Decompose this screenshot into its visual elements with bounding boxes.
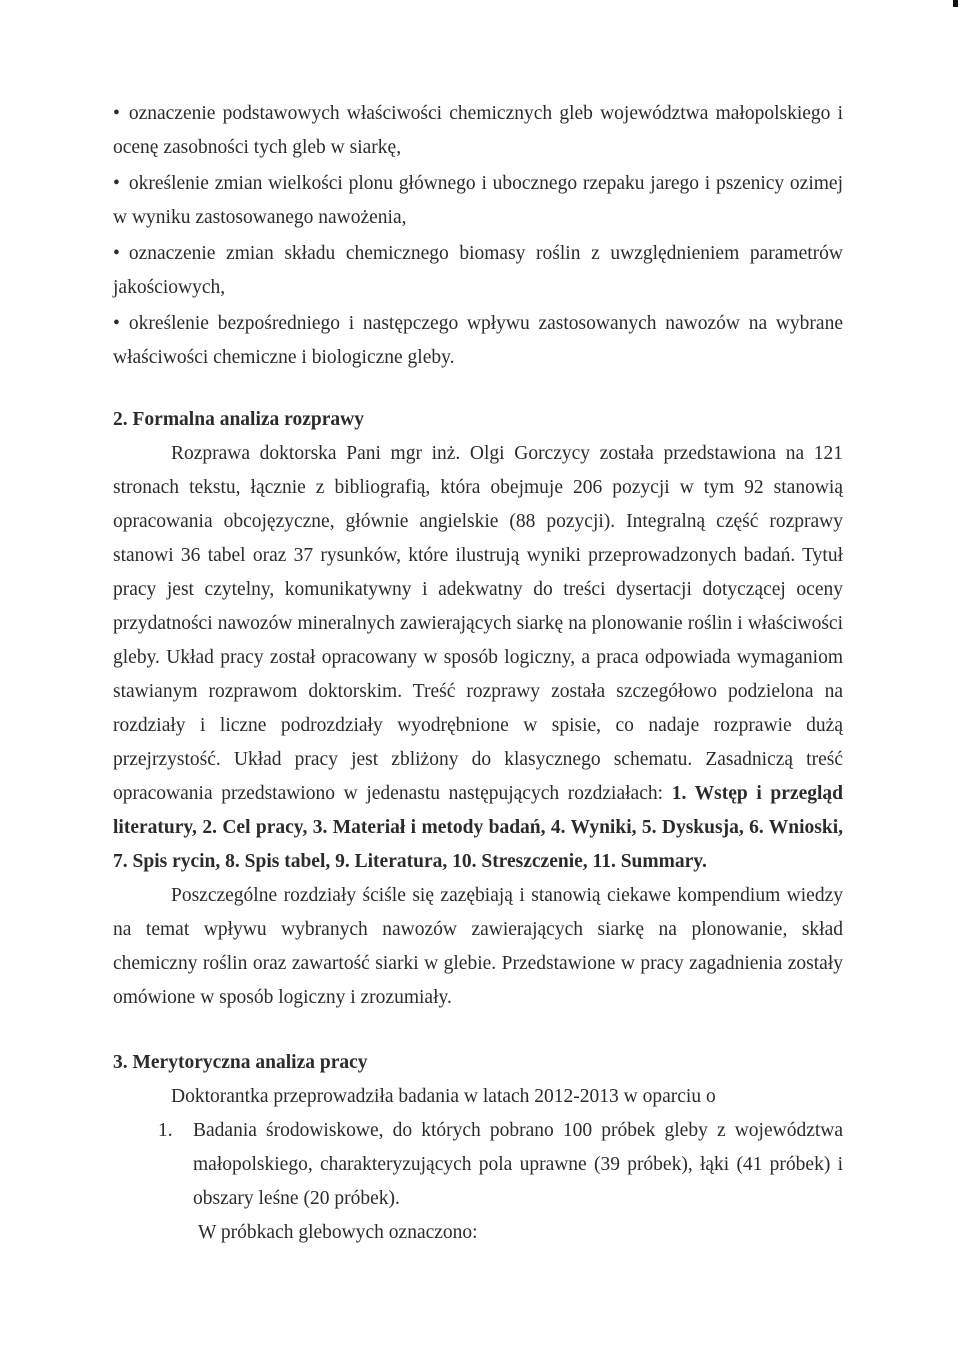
section-2-heading: 2. Formalna analiza rozprawy xyxy=(113,409,364,430)
bullet-item xyxy=(113,97,843,165)
chapter-list: 1. Wstęp i przegląd literatury, 2. Cel pracy, 3. Materiał i metody badań, 4. Wyniki, 5. Dyskusja, 6. Wnioski, 7. Spis rycin, 8. Spis tabel, 9. Literatura, 10. Streszczenie, 11. Summary. xyxy=(113,783,843,872)
bullet-text: określenie bezpośredniego i następczego wpływu zastosowanych nawozów na wybrane właściwości chemiczne i biologiczne gleby. xyxy=(113,313,843,368)
bullet-text: oznaczenie zmian składu chemicznego biomasy roślin z uwzględnieniem parametrów jakościowych, xyxy=(113,243,843,298)
numbered-item-1 xyxy=(113,1114,843,1216)
section-2-paragraph-1 xyxy=(113,437,843,879)
item-number: 1. xyxy=(158,1120,173,1141)
page-content xyxy=(113,97,843,1250)
bullet-text: oznaczenie podstawowych właściwości chemicznych gleb województwa małopolskiego i ocenę zasobności tych gleb w siarkę, xyxy=(113,103,843,158)
bullet-dot: • xyxy=(113,243,120,264)
bullet-dot: • xyxy=(113,313,120,334)
bullet-item xyxy=(113,167,843,235)
section-3-intro: Doktorantka przeprowadziła badania w latach 2012-2013 w oparciu o xyxy=(171,1086,716,1107)
bullet-item xyxy=(113,237,843,305)
bullet-dot: • xyxy=(113,173,120,194)
soil-samples-subheading: W próbkach glebowych oznaczono: xyxy=(198,1222,478,1243)
scan-corner-mark xyxy=(953,0,958,7)
section-3-heading: 3. Merytoryczna analiza pracy xyxy=(113,1052,368,1073)
paragraph-text: Rozprawa doktorska Pani mgr inż. Olgi Gorczycy została przedstawiona na 121 stronach tekstu, łącznie z bibliografią, która obejmuje 206 pozycji w tym 92 stanowią opracowania obcojęzyczne, głównie angielskie (88 pozycji). Integralną część rozprawy stanowi 36 tabel oraz 37 rysunków, które ilustrują wyniki przeprowadzonych badań. Tytuł pracy jest czytelny, komunikatywny i adekwatny do treści dysertacji dotyczącej oceny przydatności nawozów mineralnych zawierających siarkę na plonowanie roślin i właściwości gleby. Układ pracy został opracowany w sposób logiczny, a praca odpowiada wymaganiom stawianym rozprawom doktorskim. Treść rozprawy została szczegółowo podzielona na rozdziały i liczne podrozdziały wyodrębnione w spisie, co nadaje rozprawie dużą przejrzystość. Układ pracy jest zbliżony do klasycznego schematu. Zasadniczą treść opracowania przedstawiono w jedenastu następujących rozdziałach: xyxy=(113,443,843,804)
bullet-dot: • xyxy=(113,103,120,124)
bullet-text: określenie zmian wielkości plonu głównego i ubocznego rzepaku jarego i pszenicy ozimej w wyniku zastosowanego nawożenia, xyxy=(113,173,843,228)
bullet-item xyxy=(113,307,843,375)
section-2-paragraph-2: Poszczególne rozdziały ściśle się zazębiają i stanowią ciekawe kompendium wiedzy na temat wpływu wybranych nawozów zawierających siarkę na plonowanie, skład chemiczny roślin oraz zawartość siarki w glebie. Przedstawione w pracy zagadnienia zostały omówione w sposób logiczny i zrozumiały. xyxy=(113,885,843,1008)
item-text: Badania środowiskowe, do których pobrano 100 próbek gleby z województwa małopolskiego, charakteryzujących pola uprawne (39 próbek), łąki (41 próbek) i obszary leśne (20 próbek). xyxy=(193,1120,843,1209)
